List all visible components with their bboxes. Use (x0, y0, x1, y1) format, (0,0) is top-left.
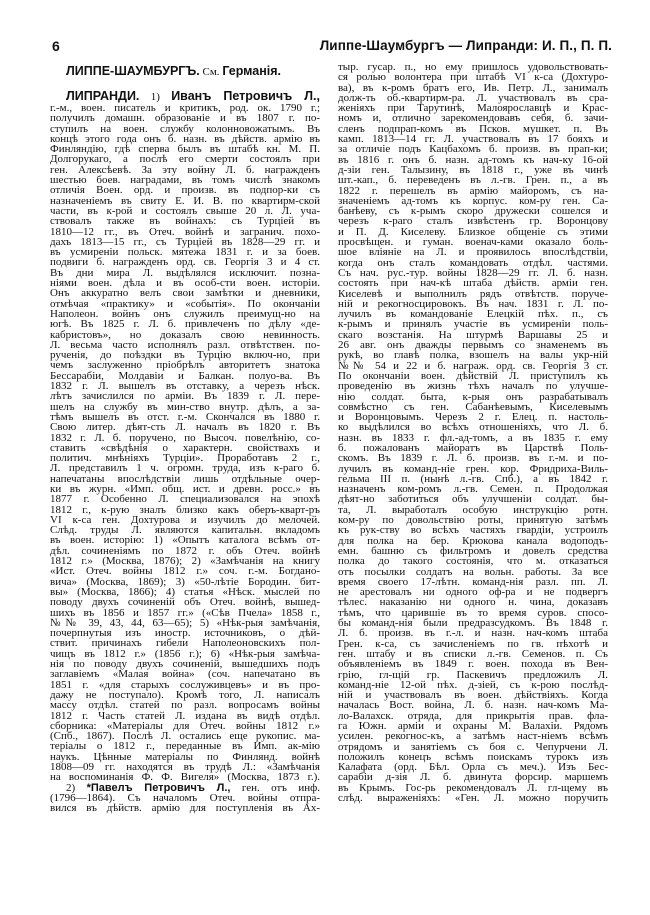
text-line: лучилъ въ командованіе Елецкій пѣх. п., съ (338, 308, 608, 321)
text-line: Долгорукаго, а послѣ его смерти состоялъ при (50, 153, 320, 166)
text-line: женіяхъ при Тарутинѣ, Малоярославцѣ и Крас- (338, 102, 608, 115)
text-line: ло-Валахск. отряда, для прикрытія прав. фла- (338, 709, 608, 722)
text-line: когда онъ сталъ командовать отдѣл. частями. (338, 256, 608, 269)
entry-heading: ЛИППЕ-ШАУМБУРГЪ. (66, 64, 200, 78)
text-line: банѣеву, съ к-рымъ скоро дружески сошелся и (338, 205, 608, 218)
text-span: ген. отъ инф. (230, 781, 321, 794)
text-line: Наполеон. войнъ онъ служилъ преимущ-но на (50, 307, 320, 320)
text-line: назначеніемъ въ свиту Е. И. В. по квартирм-ской (50, 194, 320, 207)
text-line: слѣд. выраженіяхъ: «Ген. Л. можно поручить (338, 792, 608, 805)
text-span: См. (199, 66, 223, 78)
text-line: нія по поводу двухъ сочиненій, вышедшихъ подъ (50, 658, 320, 671)
text-line: отмѣчая «практику» и «событія». По окончаніи (50, 297, 320, 310)
text-line: концѣ этого года онъ б. назн. въ дѣйств. армію въ (50, 132, 320, 145)
text-line: положилъ конецъ всѣмъ поискамъ турокъ изъ (338, 750, 608, 763)
text-line: и П. Д. Киселеву. Близкое общеніе съ этими (338, 225, 608, 238)
text-line: ствит. причинахъ гибели Наполеоновскихъ пол- (50, 637, 320, 650)
text-line: поводу двухъ сочиненій объ Отеч. войнѣ, вышед- (50, 596, 320, 609)
text-line: въ усмиреніи польск. мятежа 1831 г. и за боев. (50, 246, 320, 259)
text-line: сборника: «Матеріалы для Отеч. войны 1812 г.» (50, 719, 320, 732)
text-line: нію солдат. быта, к-рыя онъ разрабатывалъ (338, 390, 608, 403)
text-line: (1796—1864). Съ началомъ Отеч. войны отпра- (50, 791, 320, 804)
text-line: въ 1816 г. онъ б. назн. ад-томъ къ нач-ку 16-ой (338, 153, 608, 166)
text-line: ній и рекогносцировокъ. Въ нач. 1831 г. Л. по- (338, 297, 608, 310)
text-line: сарабіи д-зія Л. б. двинута форсир. маршемъ (338, 771, 608, 784)
text-line: югѣ. Въ 1825 г. Л. б. привлеченъ по дѣлу «де- (50, 318, 320, 331)
text-line: и Воронцовымъ. Черезъ 2 г. Елец. п. настоль- (338, 411, 608, 424)
text-line: тыр. гусар. п., но ему пришлось удовольствовать- (338, 61, 608, 73)
text-line: вился въ дѣйств. армію для поступленія въ Ах- (50, 802, 320, 815)
text-line: почерпнутыя изъ иностр. источниковъ, о дѣй- (50, 627, 320, 640)
text-line: лѣтъ зачислился по арміи. Въ 1839 г. Л. пере- (50, 390, 320, 403)
text-line: 1822 г. перешелъ въ армію майоромъ, съ на- (338, 184, 608, 197)
text-line: ніями воен. дѣла и въ особ-сти воен. исторіи. (50, 277, 320, 290)
text-line: 1877 г. Особенно Л. специализовался на эпохѣ (50, 493, 320, 506)
text-line: въ воен. исторію: 1) «Опытъ каталога всѣмъ от- (50, 534, 320, 547)
text-line: кабристовъ», но доказалъ свою невинность. (50, 328, 320, 341)
page-number: 6 (52, 38, 60, 54)
text-line: (Спб., 1867). Послѣ Л. остались еще рукопис. ма- (50, 730, 320, 743)
text-line: 26 авг. онъ дважды первымъ со знаменемъ въ (338, 339, 608, 352)
text-line: долж-ть об.-квартирм-ра. Л. участвовалъ въ сра- (338, 91, 608, 104)
text-line: Онъ аккуратно велъ свои замѣтки и дневники, (50, 287, 320, 300)
text-line: 1832 г. Л. б. поручено, по Высоч. повелѣнію, со- (50, 431, 320, 444)
text-line: отличія Воен. орд. и произв. въ подпор-ки съ (50, 184, 320, 197)
text-line: началась Вост. война, Л. б. назн. нач-комъ Ма- (338, 699, 608, 712)
text-line: грію, гл-щій гр. Паскевичъ предложилъ Л. (338, 668, 608, 681)
text-line: подвиги б. награжденъ орд. св. Георгія 3 и 4 ст. (50, 256, 320, 269)
text-line: напечатаны впослѣдствіи лишь отдѣльные очер- (50, 472, 320, 485)
text-line: г.-м., воен. писатель и критикъ, род. ок. 1790 г.; (50, 102, 320, 114)
text-line: шое вліяніе на Л. и проявилось впослѣдствіи, (338, 246, 608, 259)
text-line: дажу не поступало). Кромѣ того, Л. написалъ (50, 688, 320, 701)
running-head: Липпе-Шаумбургъ — Липранди: И. П., П. П. (319, 38, 612, 53)
text-line: №№ 39, 43, 44, 63—65); 5) «Нѣк-рыя замѣчанія, (50, 616, 320, 629)
text-line: тѣмъ, что царившіе въ то время суров. спосо- (338, 606, 608, 619)
text-line (50, 64, 320, 79)
entry-heading: Иванъ Петровичъ Л., (171, 89, 320, 103)
text-line: ген. Алексѣевѣ. За эту войну Л. б. награжденъ (50, 163, 320, 176)
text-line: б. пожалованъ майоратъ въ Царствѣ Поль- (338, 441, 608, 454)
text-column-right (338, 62, 608, 803)
text-line: за отличіе подъ Кацбахомъ б. произв. въ прап-ки; (338, 143, 608, 156)
text-line: вы» (Москва, 1866); 4) статья «Нѣск. мыслей по (50, 585, 320, 598)
text-line: ся ролью волонтера при штабѣ VI к-са (Дохтуро- (338, 71, 608, 84)
text-line: шихъ въ 1856 и 1857 гг.» («Сѣв Пчела» 1858 г., (50, 606, 320, 619)
text-line: рукѣ, во главѣ полка, взошелъ на валы укр-ній (338, 349, 608, 362)
text-line: гельма III п. (нынѣ л.-гв. Спб.), а въ 1842 г. (338, 472, 608, 485)
entry-heading: Германія. (222, 64, 282, 78)
text-line: номъ и, отлично зарекомендовавъ себя, б. зачи- (338, 112, 608, 125)
text-line: скаго возстанія. На штурмѣ Варшавы 25 и (338, 328, 608, 341)
text-line: массу отдѣл. статей по разл. вопросамъ войны (50, 699, 320, 712)
text-line: чемъ заслуженно пріобрѣлъ авторитетъ знатока (50, 359, 320, 372)
text-line: для полка на бер. Крюкова канала водоподъ- (338, 534, 608, 547)
text-line: усилен. рекогнос-къ, а затѣмъ наст-ніемъ всѣмъ (338, 730, 608, 743)
text-line: Киселевѣ и выполнилъ рядъ отвѣтств. поруче- (338, 287, 608, 300)
text-line: ген. штабу и въ списки л.-гв. Семенов. п. Съ (338, 647, 608, 660)
text-line: Л. представилъ 1 ч. огромн. труда, изъ к-раго б. (50, 462, 320, 475)
text-line: 1832 г. Л. вышелъ въ отставку, а черезъ нѣск. (50, 380, 320, 393)
text-line: 1812 г.» (Москва, 1876); 2) «Замѣчанія на книгу (50, 555, 320, 568)
text-line: ставить «свѣдѣнія о характерн. свойствахъ и (50, 441, 320, 454)
text-line: Бессарабіи, Молдавіи и Балкан. полуо-ва. Въ (50, 369, 320, 382)
text-line: Л. весьма часто исполнялъ разл. отвѣтствен. по- (50, 338, 320, 351)
text-line: значеніемъ ад-томъ къ корпус. ком-ру ген. Са- (338, 194, 608, 207)
text-line: Съ нач. рус.-тур. войны 1828—29 гг. Л. б. назн. (338, 266, 608, 279)
entry-heading: *Павелъ Петровичъ Л., (86, 781, 231, 794)
text-line: черезъ к-раго сталъ извѣстенъ гр. Воронцову (338, 215, 608, 228)
text-line: отъ посылки солдатъ на вольн. работы. За все (338, 565, 608, 578)
text-line: вича» (Москва, 1869); 3) «50-лѣтіе Бородин. бит- (50, 575, 320, 588)
text-line: на воспоминанія Ф. Ф. Вигеля» (Москва, 1873 г.). (50, 771, 320, 784)
text-span: 2) (66, 781, 87, 794)
text-line: лучилъ въ команд-ніе грен. кор. Фридриха-Виль- (338, 462, 608, 475)
text-line: дѣят-но заботиться объ улучшеніи солдат. бы- (338, 493, 608, 506)
text-line: ній и участвовалъ въ воен. дѣйствіяхъ. Когда (338, 689, 608, 702)
text-line: «Ист. Отеч. войны 1812 г.» соч. г.-м. Богдано- (50, 565, 320, 578)
text-line: команд-ніе 12-ой пѣх. д-зіей, съ к-рою послѣд- (338, 678, 608, 691)
text-line: получилъ домашн. образованіе и въ 1807 г. по- (50, 112, 320, 125)
text-line: теріалы о 1812 г., переданные въ Имп. ак-мію (50, 740, 320, 753)
text-line: шт.-кап., б. переведенъ въ л.-гв. Грен. п., а въ (338, 174, 608, 187)
text-line: полка до такого состоянія, что м. отказаться (338, 555, 608, 568)
text-span: 1) (139, 91, 172, 103)
text-line: га Южн. арміи и охраны М. Валахіи. Рядомъ (338, 720, 608, 732)
text-line: рученія, до поѣздки въ Турцію включ-но, при (50, 349, 320, 362)
text-line: къ рук-ству во всѣхъ частяхъ гвардіи, устроилъ (338, 524, 608, 537)
text-line: въ Крымъ. Гос-рь рекомендовалъ Л. гл-щему въ (338, 781, 608, 794)
text-line: скомъ. Въ 1839 г. Л. б. произв. въ г.-м. и по- (338, 452, 608, 465)
text-line: ступилъ на воен. службу колонновожатымъ. Въ (50, 122, 320, 135)
text-line: просвѣщен. и гуман. военач-ками оказало боль- (338, 236, 608, 249)
text-line: чищъ въ 1812 г.» (1856 г.); 6) «Нѣк-рыя замѣча- (50, 647, 320, 660)
text-line: ко выдѣлился во всѣхъ отношеніяхъ, что Л. б. (338, 421, 608, 434)
text-line: дахъ 1813—15 гг., съ Турціей въ 1828—29 гг. и (50, 235, 320, 248)
text-line: шестью боев. наградами, въ томъ числѣ знакомъ (50, 174, 320, 187)
text-line: емн. башню съ фильтромъ и довелъ средства (338, 544, 608, 557)
entry-heading: ЛИПРАНДИ. (66, 89, 140, 103)
text-line: та, Л. выработалъ особую инструкцію ротн. (338, 503, 608, 516)
text-line: части, въ к-рой и состоялъ свыше 20 л. Л. уча- (50, 204, 320, 217)
text-line: 1851 г. «для старыхъ сослуживцевъ» и въ про- (50, 678, 320, 691)
text-line: ствовалъ также въ войнахъ: съ Турціей въ (50, 215, 320, 228)
text-line: ком-ру по довольствію роты, принятую затѣмъ (338, 514, 608, 527)
text-line: заглавіемъ «Малая война» (соч. напечатано въ (50, 668, 320, 681)
text-line: тѣмъ вышелъ въ отст. г.-м. Скончался въ 1880 г. (50, 410, 320, 423)
text-line (50, 89, 320, 103)
text-line: отрядомъ и занятіемъ съ боя с. Чепурчени Л. (338, 740, 608, 753)
text-line: №№ 54 и 22 и б. награж. орд. св. Георгія 3 ст. (338, 359, 608, 372)
text-line: 1810—12 гг., въ Отеч. войнѣ и загранич. похо- (50, 225, 320, 238)
text-column-left (50, 64, 320, 813)
text-line: По окончаніи воен. дѣйствій Л. приступилъ къ (338, 369, 608, 382)
text-line: состоять при нач-кѣ штаба дѣйств. арміи ген. (338, 277, 608, 290)
text-line: ва), въ к-ромъ братъ его, Ив. Петр. Л., занималъ (338, 81, 608, 94)
text-line: камп. 1813—14 гг. Л. участвовалъ въ 17 бояхъ и (338, 133, 608, 146)
text-line: тѣлес. наказанію ни одного н. чина, доказавъ (338, 596, 608, 609)
text-line: Слѣд. труды Л. являются капитальн. вкладомъ (50, 524, 320, 537)
text-line: Свою литер. дѣят-сть Л. началъ въ 1820 г. Въ (50, 421, 320, 434)
text-line: назн. въ 1833 г. фл.-ад-томъ, а въ 1835 г. ему (338, 431, 608, 444)
text-line: 1812 г. Часть статей Л. издана въ видѣ отдѣл. (50, 709, 320, 722)
text-line: Грен. к-са, съ зачисленіемъ по гв. пѣхотѣ и (338, 637, 608, 650)
text-line: объявленіемъ въ 1849 г. воен. похода въ Вен- (338, 658, 608, 671)
text-line: время своего 17-лѣтн. команд-нія разл. пп. Л. (338, 575, 608, 588)
text-line: Л. б. произв. въ г.-л. и назн. нач-комъ штаба (338, 627, 608, 640)
text-line: VI к-са ген. Дохтурова и изучилъ до мелочей. (50, 513, 320, 526)
text-line: назначенъ ком-ромъ л.-гв. Семен. п. Продолжая (338, 483, 608, 496)
text-line: проведенію въ жизнь тѣхъ началъ по улучше- (338, 380, 608, 393)
text-line: бы команд-нія были предразсудкомъ. Въ 1848 г. (338, 617, 608, 630)
text-line: д-зіи ген. Талызину, въ 1818 г., уже въ чинѣ (338, 163, 608, 176)
text-line: шелъ на службу въ мин-ство внутр. дѣлъ, а за- (50, 400, 320, 413)
text-line: не арестовалъ ни одного оф-ра и не подвергъ (338, 586, 608, 599)
text-line: наукъ. Цѣнные матеріалы по Финлянд. войнѣ (50, 750, 320, 763)
text-line: 1808—09 гг. находятся въ трудѣ Л.: «Замѣчанія (50, 761, 320, 773)
text-line: Финляндію, гдѣ сперва былъ въ штабѣ кн. М. П. (50, 143, 320, 156)
text-line: дѣл. сочиненіямъ по 1872 г. объ Отеч. войнѣ (50, 544, 320, 557)
text-line: ки въ журн. «Имп. общ. ист. и древн. росс.» въ (50, 482, 320, 495)
text-line: Въ дни мира Л. выдѣлялся исключит. позна- (50, 266, 320, 279)
text-line: к-рымъ и принялъ участіе въ усмиреніи поль- (338, 318, 608, 331)
text-line: Калафата (орд. Бѣл. Орла съ меч.). Изъ Бес- (338, 761, 608, 774)
text-line: политич. мнѣніяхъ Турціи». Проработавъ 2 г., (50, 452, 320, 465)
text-line: 1812 г., к-рую зналъ близко какъ оберъ-кварт-ръ (50, 503, 320, 516)
text-line: сленъ подпрап-комъ въ Псков. мушкет. п. Въ (338, 122, 608, 135)
text-line: совмѣстно съ ген. Сабанѣевымъ, Киселевымъ (338, 400, 608, 413)
